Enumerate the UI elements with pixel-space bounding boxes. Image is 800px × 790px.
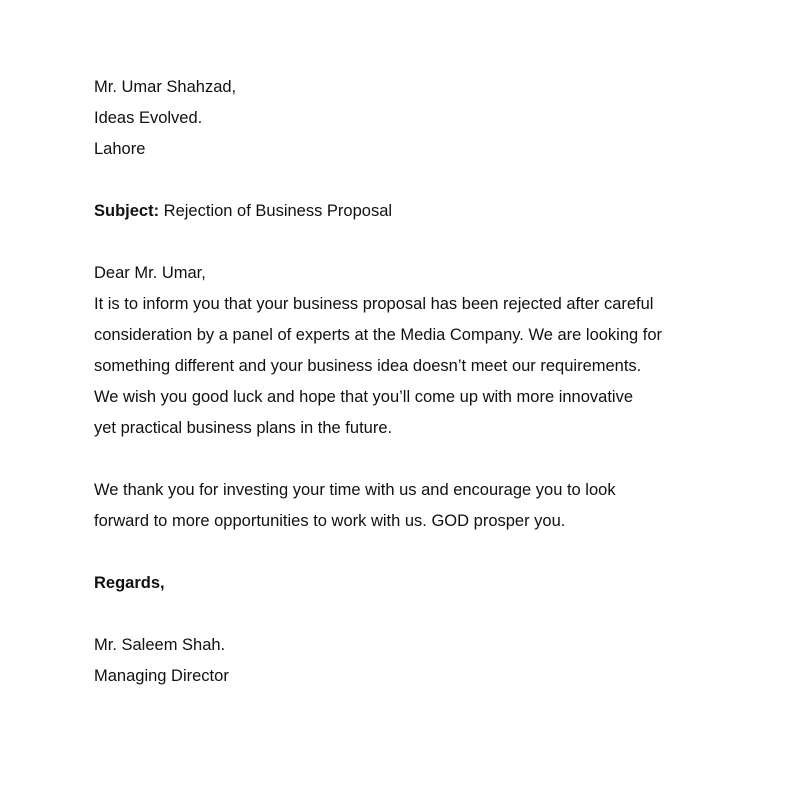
spacer — [94, 165, 734, 196]
spacer — [94, 227, 734, 258]
closing: Regards, — [94, 574, 165, 592]
signature-title: Managing Director — [94, 667, 229, 685]
signature-name: Mr. Saleem Shah. — [94, 636, 226, 654]
salutation: Dear Mr. Umar, — [94, 264, 206, 282]
recipient-city: Lahore — [94, 140, 146, 158]
letter-body — [94, 72, 734, 692]
paragraph2-line: forward to more opportunities to work with us. GOD prosper you. — [94, 512, 566, 530]
paragraph1-line: yet practical business plans in the future. — [94, 419, 393, 437]
subject-label: Subject: — [94, 202, 160, 220]
paragraph1-line: We wish you good luck and hope that you’ll come up with more innovative — [94, 388, 633, 406]
recipient-name: Mr. Umar Shahzad, — [94, 78, 237, 96]
paragraph1-line: It is to inform you that your business proposal has been rejected after careful — [94, 295, 654, 313]
spacer — [94, 444, 734, 475]
paragraph1-line: consideration by a panel of experts at the Media Company. We are looking for — [94, 326, 663, 344]
subject-line — [94, 196, 734, 227]
subject-text: Rejection of Business Proposal — [159, 202, 393, 220]
spacer — [94, 537, 734, 568]
spacer — [94, 599, 734, 630]
paragraph1-line: something different and your business idea doesn’t meet our requirements. — [94, 357, 642, 375]
recipient-company: Ideas Evolved. — [94, 109, 203, 127]
paragraph2-line: We thank you for investing your time with us and encourage you to look — [94, 481, 616, 499]
